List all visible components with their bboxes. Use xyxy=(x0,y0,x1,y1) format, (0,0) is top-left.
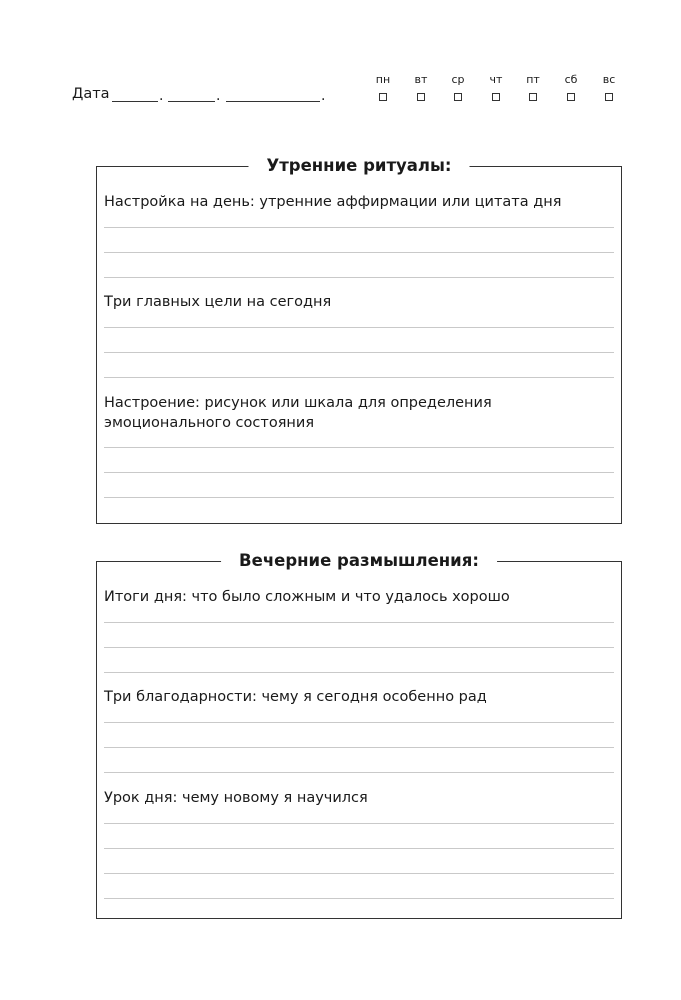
weekday-tuesday[interactable] xyxy=(406,73,436,101)
weekday-sunday[interactable] xyxy=(594,73,624,101)
section-title: Вечерние размышления: xyxy=(221,550,497,572)
date-separator: . xyxy=(321,88,326,104)
weekday-checkbox[interactable] xyxy=(492,93,500,101)
weekday-checkbox[interactable] xyxy=(379,93,387,101)
weekday-checkbox[interactable] xyxy=(454,93,462,101)
weekday-wednesday[interactable] xyxy=(443,73,473,101)
weekday-label: пн xyxy=(375,73,391,86)
writing-line[interactable] xyxy=(104,277,614,278)
writing-line[interactable] xyxy=(104,227,614,228)
weekday-checkbox[interactable] xyxy=(567,93,575,101)
prompt-lesson: Урок дня: чему новому я научился xyxy=(104,790,368,806)
writing-line[interactable] xyxy=(104,848,614,849)
prompt-mood: Настроение: рисунок или шкала для определения эмоционального состояния xyxy=(104,395,492,431)
weekday-selector xyxy=(0,73,681,113)
weekday-friday[interactable] xyxy=(518,73,548,101)
writing-line[interactable] xyxy=(104,672,614,673)
prompt-daily-intention: Настройка на день: утренние аффирмации или цитата дня xyxy=(104,194,562,210)
writing-line[interactable] xyxy=(104,352,614,353)
writing-line[interactable] xyxy=(104,647,614,648)
writing-line[interactable] xyxy=(104,447,614,448)
writing-line[interactable] xyxy=(104,873,614,874)
weekday-label: вс xyxy=(602,73,616,86)
prompt-top-goals: Три главных цели на сегодня xyxy=(104,294,332,310)
prompt-day-summary: Итоги дня: что было сложным и что удалось хорошо xyxy=(104,589,510,605)
writing-line[interactable] xyxy=(104,327,614,328)
writing-line[interactable] xyxy=(104,747,614,748)
writing-line[interactable] xyxy=(104,898,614,899)
morning-rituals-section xyxy=(96,156,622,524)
date-separator: . xyxy=(159,88,164,104)
writing-line[interactable] xyxy=(104,252,614,253)
writing-line[interactable] xyxy=(104,772,614,773)
weekday-checkbox[interactable] xyxy=(605,93,613,101)
section-title: Утренние ритуалы: xyxy=(248,155,469,177)
date-separator: . xyxy=(216,88,221,104)
prompt-gratitude: Три благодарности: чему я сегодня особенно рад xyxy=(104,689,487,705)
weekday-checkbox[interactable] xyxy=(417,93,425,101)
writing-line[interactable] xyxy=(104,472,614,473)
page-header xyxy=(0,0,681,120)
writing-line[interactable] xyxy=(104,622,614,623)
writing-line[interactable] xyxy=(104,377,614,378)
writing-line[interactable] xyxy=(104,722,614,723)
weekday-saturday[interactable] xyxy=(556,73,586,101)
weekday-monday[interactable] xyxy=(368,73,398,101)
writing-line[interactable] xyxy=(104,823,614,824)
weekday-label: ср xyxy=(451,73,465,86)
date-label: Дата xyxy=(72,86,110,102)
writing-line[interactable] xyxy=(104,497,614,498)
weekday-label: вт xyxy=(414,73,428,86)
weekday-label: чт xyxy=(489,73,503,86)
weekday-checkbox[interactable] xyxy=(529,93,537,101)
weekday-label: пт xyxy=(526,73,540,86)
weekday-label: сб xyxy=(564,73,578,86)
evening-reflections-section xyxy=(96,551,622,919)
weekday-thursday[interactable] xyxy=(481,73,511,101)
